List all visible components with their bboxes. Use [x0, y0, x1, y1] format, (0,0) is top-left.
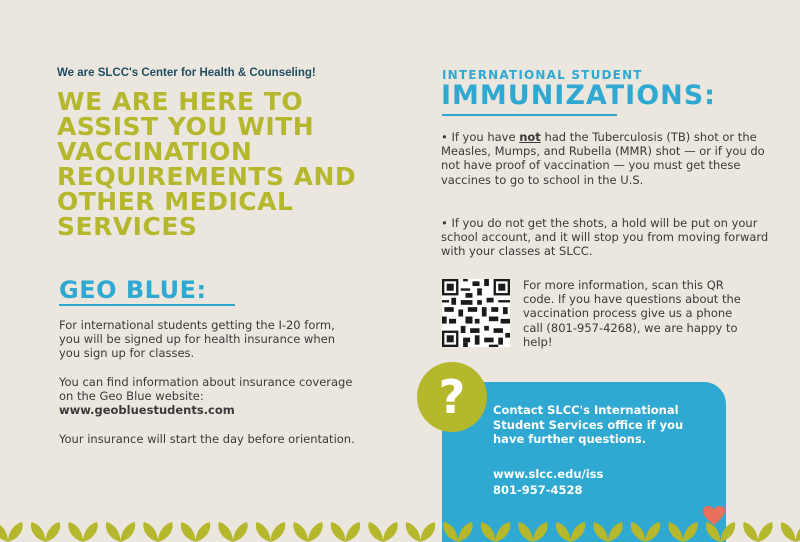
leaf-icon — [293, 522, 322, 542]
geo-blue-paragraph-1: For international students getting the I-20 form, you will be signed up for health insurance when you sign up for classes. — [59, 318, 335, 361]
leaf-icon — [106, 522, 135, 542]
leaf-icon — [256, 522, 285, 542]
leaf-icon — [631, 522, 660, 542]
leaf-icon — [556, 522, 585, 542]
tagline: We are SLCC's Center for Health & Counseling! — [57, 67, 316, 79]
iss-website-link[interactable]: www.slcc.edu/iss — [493, 467, 604, 481]
immunization-bullet-2: • If you do not get the shots, a hold will be put on your school account, and it will stop you from moving forward with your classes at SLCC. — [441, 216, 769, 259]
leaf-icon — [481, 522, 510, 542]
leaf-icon — [518, 522, 547, 542]
contact-text: Contact SLCC's International Student Services office if you have further questions. — [493, 403, 684, 446]
bullet-1-start: • If you have — [441, 130, 520, 144]
leaf-icon — [743, 522, 772, 542]
leaf-icon — [0, 522, 23, 542]
contact-details — [493, 466, 603, 498]
bullet-1-emphasis: not — [519, 130, 541, 144]
geo-blue-rule — [59, 304, 235, 306]
geo-blue-coverage-text: You can find information about insurance coverage on the Geo Blue website: — [59, 375, 353, 404]
geo-blue-paragraph-2 — [59, 375, 359, 418]
leaf-icon — [331, 522, 360, 542]
leaf-icon — [368, 522, 397, 542]
leaf-icon — [68, 522, 97, 542]
headline: WE ARE HERE TO ASSIST YOU WITH VACCINATION REQUIREMENTS AND OTHER MEDICAL SERVICES — [57, 87, 357, 241]
leaf-icon — [181, 522, 210, 542]
iss-phone-number[interactable]: 801-957-4528 — [493, 483, 583, 497]
leaf-icon — [668, 522, 697, 542]
geo-blue-title: GEO BLUE: — [59, 276, 207, 304]
heart-icon — [703, 506, 725, 526]
immunization-bullet-1 — [441, 130, 771, 187]
leaf-icon — [218, 522, 247, 542]
leaf-icon — [31, 522, 60, 542]
leaf-icon — [406, 522, 435, 542]
question-icon: ? — [417, 362, 487, 432]
bullet-1-rest: had the Tuberculosis (TB) shot or the Measles, Mumps, and Rubella (MMR) shot — or if you do not have proof of vaccination — you must get these vaccines to go to school in the U.S. — [441, 130, 765, 187]
leaf-icon — [443, 522, 472, 542]
leaf-icon — [781, 522, 800, 542]
immunizations-kicker: INTERNATIONAL STUDENT — [442, 68, 643, 82]
geo-blue-website-link[interactable]: www.geobluestudents.com — [59, 403, 235, 418]
immunizations-title: IMMUNIZATIONS: — [441, 80, 716, 111]
qr-info-text: For more information, scan this QR code. If you have questions about the vaccination process give us a phone call (801-957-4268), we are happy to help! — [523, 278, 741, 349]
leaf-icon — [143, 522, 172, 542]
immunizations-rule — [442, 114, 617, 116]
qr-code-icon[interactable] — [442, 279, 510, 347]
leaf-border — [0, 520, 800, 542]
geo-blue-paragraph-3: Your insurance will start the day before orientation. — [59, 432, 355, 446]
leaf-icon — [593, 522, 622, 542]
